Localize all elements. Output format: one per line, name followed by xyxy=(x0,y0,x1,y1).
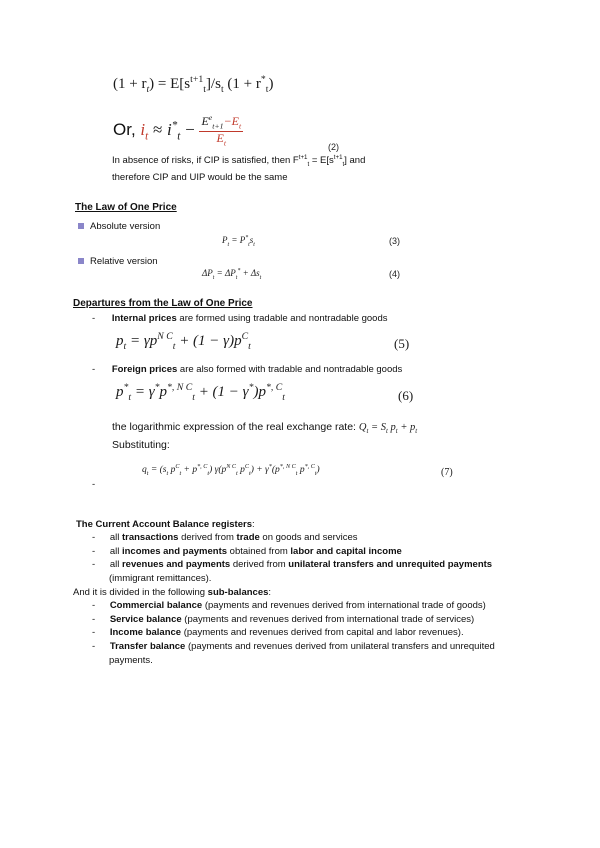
ca-item-1: - all transactions derived from trade on goods and services xyxy=(92,532,358,543)
sub-balance-commercial: - Commercial balance (payments and revenues derived from international trade of goods) xyxy=(92,600,486,611)
uip-note-line-2: therefore CIP and UIP would be the same xyxy=(112,172,288,183)
sub-balance-transfer-continued: payments. xyxy=(109,655,153,666)
equation-7: $q_t = (s_t$ $p^C_t + p^{*, C}_t$) $\gamma(p^{N C}_t$ $p^C_t) + \gamma^*(p^{*, N C}_t$ $p^{*, C}_t$) xyxy=(142,464,320,478)
lop-absolute-item: Absolute version xyxy=(78,221,160,232)
equation-number-6: (6) xyxy=(398,388,414,403)
empty-dash-item: - xyxy=(92,479,96,490)
uip-note-line-1: In absence of risks, if CIP is satisfied, then $F^{t+1}_t = E[s^{t+1}_t]$ and xyxy=(112,154,366,169)
lop-absolute-equation: $P_t = P^*_ts_t$ xyxy=(222,235,255,248)
foreign-prices-item: - Foreign prices are also formed with tradable and nontradable goods xyxy=(92,364,403,375)
bullet-square-icon xyxy=(78,223,84,229)
departures-heading: Departures from the Law of One Price xyxy=(73,298,253,309)
uip-fraction: $\frac{E^e_{t+1}-E_t}{E_t}$ xyxy=(201,113,242,147)
equation-number-7: (7) xyxy=(441,467,453,478)
sub-balances-intro: And it is divided in the following sub-balances: xyxy=(73,587,272,598)
equation-6: $p^*_t = \gamma^*p^{*, N C}_t + (1 - \gamma^*)p^{*, C}_t$ xyxy=(116,382,285,403)
lop-relative-equation: $\Delta P_t = \Delta P_t^* + \Delta s_t$ xyxy=(202,268,262,281)
lop-relative-item: Relative version xyxy=(78,256,158,267)
real-exchange-rate-line: the logarithmic expression of the real exchange rate: $Q_t = S_t$ $p_t + p_t$ xyxy=(112,421,418,436)
equation-number-3: (3) xyxy=(389,236,400,246)
equation-number-5: (5) xyxy=(394,336,410,351)
ca-item-2: - all incomes and payments obtained from labor and capital income xyxy=(92,546,402,557)
substituting-label: Substituting: xyxy=(112,439,170,451)
lop-heading: The Law of One Price xyxy=(75,202,177,213)
bullet-square-icon xyxy=(78,258,84,264)
sub-balance-transfer: - Transfer balance (payments and revenues derived from unilateral transfers and unrequited xyxy=(92,641,495,652)
current-account-heading: The Current Account Balance registers: xyxy=(76,519,255,530)
internal-prices-item: - Internal prices are formed using tradable and nontradable goods xyxy=(92,313,388,324)
uip-approximation: Or, $i_t \approx i^*_t$ − $\frac{E^e_{t+1}-E_t}{E_t}$ xyxy=(113,113,242,147)
equation-number-4: (4) xyxy=(389,269,400,279)
equation-number-2: (2) xyxy=(328,142,339,152)
equation-5: $p_t = \gamma p^{N C}_t + (1 - \gamma)p^C_t$ xyxy=(116,331,251,352)
ca-item-3-continued: (immigrant remittances). xyxy=(109,573,212,584)
sub-balance-income: - Income balance (payments and revenues derived from capital and labor revenues). xyxy=(92,627,464,638)
ca-item-3: - all revenues and payments derived from unilateral transfers and unrequited payments xyxy=(92,559,493,570)
sub-balance-service: - Service balance (payments and revenues derived from international trade of services) xyxy=(92,614,475,625)
uip-equation-1: $(1 + r_t) = E[s^{t+1}_t]/s_t$ $(1 + r^*_t)$ xyxy=(113,74,274,95)
